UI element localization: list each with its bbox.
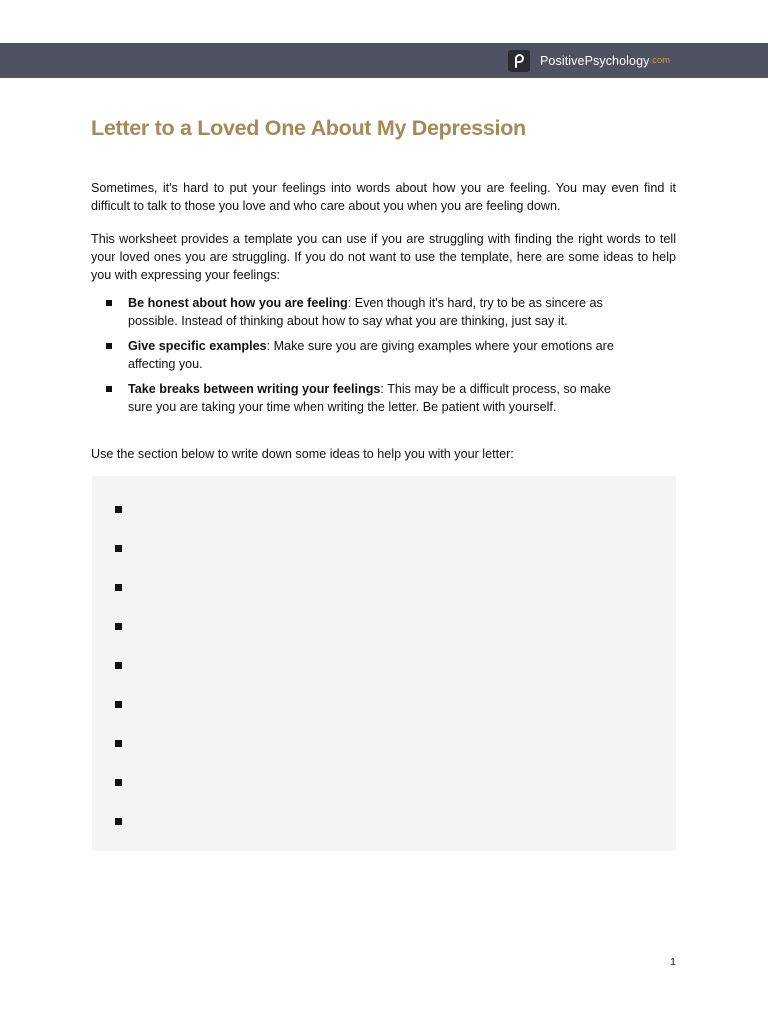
brand-name: PositivePsychology bbox=[540, 53, 650, 68]
tip-description: : Even though it's hard, try to be as sincere as possible. Instead of thinking about how to say what you are thinking, just say it. bbox=[128, 296, 603, 328]
document-title: Letter to a Loved One About My Depression bbox=[91, 116, 526, 140]
tip-item bbox=[91, 380, 676, 416]
p-logo-icon bbox=[508, 50, 530, 72]
square-bullet-icon bbox=[106, 300, 112, 306]
square-bullet-icon bbox=[106, 343, 112, 349]
header-bar bbox=[0, 43, 768, 78]
page-number: 1 bbox=[670, 956, 676, 968]
brand-logo-link[interactable] bbox=[508, 49, 670, 72]
note-bullet-icon bbox=[115, 701, 122, 708]
tip-description: : Make sure you are giving examples where your emotions are affecting you. bbox=[128, 339, 614, 371]
brand-suffix: .com bbox=[649, 55, 671, 66]
note-bullet-icon bbox=[115, 545, 122, 552]
tip-title: Take breaks between writing your feelings bbox=[128, 382, 381, 396]
intro-paragraph-2: This worksheet provides a template you can use if you are struggling with finding the right words to tell your loved ones you are struggling. If you do not want to use the template, here are some ideas to help you with expressing your feelings: bbox=[91, 232, 676, 282]
tips-list bbox=[91, 294, 676, 416]
note-bullet-icon bbox=[115, 623, 122, 630]
notes-prompt: Use the section below to write down some ideas to help you with your letter: bbox=[91, 447, 514, 461]
tip-title: Be honest about how you are feeling bbox=[128, 296, 348, 310]
note-bullet-icon bbox=[115, 818, 122, 825]
note-bullet-icon bbox=[115, 584, 122, 591]
note-bullet-icon bbox=[115, 662, 122, 669]
tip-body bbox=[128, 380, 633, 416]
intro-paragraph-1: Sometimes, it's hard to put your feelings into words about how you are feeling. You may even find it difficult to talk to those you love and who care about you when you are feeling down. bbox=[91, 181, 676, 213]
note-bullet-icon bbox=[115, 779, 122, 786]
tip-body bbox=[128, 294, 653, 330]
tip-item bbox=[91, 294, 676, 330]
note-bullet-icon bbox=[115, 506, 122, 513]
tip-body bbox=[128, 337, 618, 373]
tip-title: Give specific examples bbox=[128, 339, 267, 353]
notes-area[interactable] bbox=[92, 476, 676, 851]
tip-description: : This may be a difficult process, so make sure you are taking your time when writing the letter. Be patient with yourself. bbox=[128, 382, 611, 414]
square-bullet-icon bbox=[106, 386, 112, 392]
note-bullet-icon bbox=[115, 740, 122, 747]
tip-item bbox=[91, 337, 676, 373]
